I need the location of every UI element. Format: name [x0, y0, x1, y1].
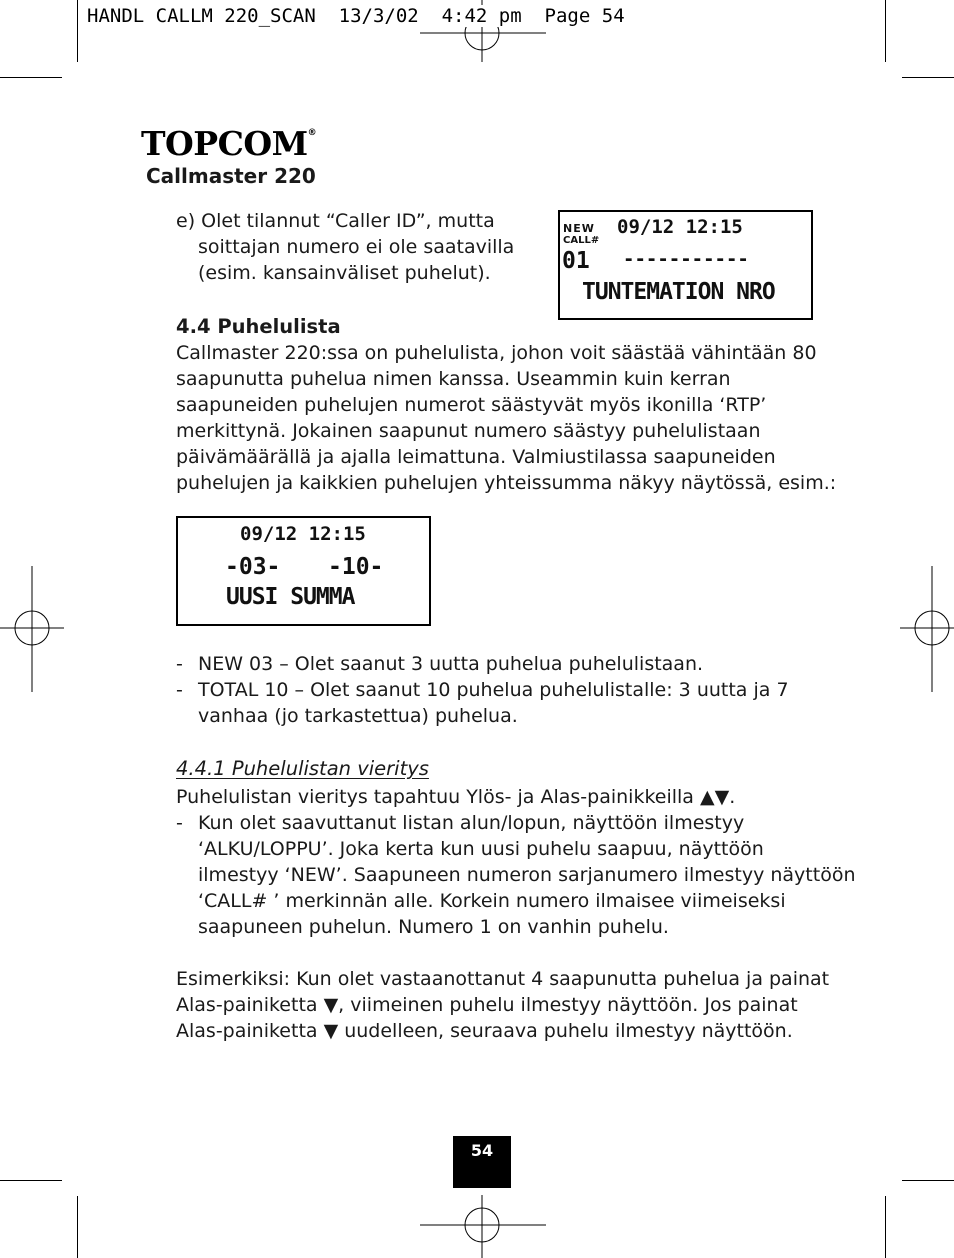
lcd-call-label: CALL#	[563, 235, 600, 246]
list-item: ‘ALKU/LOPPU’. Joka kerta kun uusi puhelu saapuu, näyttöön	[198, 838, 764, 860]
product-name: Callmaster 220	[146, 164, 316, 188]
list-dash: -	[176, 812, 183, 834]
lcd-total-count: -10-	[328, 554, 384, 580]
logo-text: TOPCOM	[141, 124, 308, 163]
paragraph-line: Callmaster 220:ssa on puhelulista, johon voit säästää vähintään 80	[176, 342, 817, 364]
list-dash: -	[176, 653, 183, 675]
list-item: NEW 03 – Olet saanut 3 uutta puhelua puhelulistaan.	[198, 653, 704, 675]
lcd-message: UUSI SUMMA	[226, 584, 355, 610]
lcd-datetime: 09/12 12:15	[617, 216, 743, 238]
section-heading-4-4: 4.4 Puhelulista	[176, 315, 341, 338]
lcd-dashes: -----------	[623, 248, 749, 270]
list-item: saapuneen puhelun. Numero 1 on vanhin puhelu.	[198, 916, 669, 938]
lcd-display-caller-unknown	[558, 210, 813, 320]
list-item: ilmestyy ‘NEW’. Saapuneen numeron sarjanumero ilmestyy näyttöön	[198, 864, 856, 886]
topcom-logo	[141, 124, 316, 163]
paragraph-line: saapunutta puhelua nimen kanssa. Useammin kuin kerran	[176, 368, 731, 390]
lcd-call-number: 01	[562, 248, 590, 274]
lcd-message: TUNTEMATION NRO	[582, 279, 775, 305]
paragraph-line: puhelujen ja kaikkien puhelujen yhteissumma näkyy näytössä, esim.:	[176, 472, 837, 494]
intro-line: (esim. kansainväliset puhelut).	[198, 262, 491, 284]
list-item: TOTAL 10 – Olet saanut 10 puhelua puhelulistalle: 3 uutta ja 7	[198, 679, 789, 701]
paragraph-line: päivämäärällä ja ajalla leimattuna. Valmiustilassa saapuneiden	[176, 446, 776, 468]
section-heading-4-4-1: 4.4.1 Puhelulistan vieritys	[176, 757, 429, 780]
legend-list	[0, 651, 954, 731]
intro-line: soittajan numero ei ole saatavilla	[198, 236, 515, 258]
registration-mark-bottom	[420, 1195, 546, 1258]
example-paragraph	[176, 966, 829, 1044]
scroll-intro: Puhelulistan vieritys tapahtuu Ylös- ja Alas-painikkeilla ▲▼.	[176, 786, 736, 808]
lcd-display-call-summary	[176, 516, 431, 626]
list-dash: -	[176, 679, 183, 701]
list-item: ‘CALL# ’ merkinnän alle. Korkein numero ilmaisee viimeiseksi	[198, 890, 786, 912]
paragraph-line: Alas-painiketta ▼, viimeinen puhelu ilmestyy näyttöön. Jos painat	[176, 994, 798, 1016]
lcd-datetime: 09/12 12:15	[240, 523, 366, 545]
page-number: 54	[453, 1136, 511, 1188]
list-item: Kun olet saavuttanut listan alun/lopun, näyttöön ilmestyy	[198, 812, 745, 834]
scroll-bullet	[0, 810, 954, 945]
intro-paragraph	[176, 208, 514, 286]
lcd-new-label: NEW	[563, 222, 595, 235]
print-slug: HANDL CALLM 220_SCAN 13/3/02 4:42 pm Page 54	[87, 5, 629, 27]
lcd-new-count: -03-	[225, 554, 281, 580]
paragraph-line: saapuneiden puhelujen numerot säästyvät myös ikonilla ‘RTP’	[176, 394, 767, 416]
list-item-continuation: vanhaa (jo tarkastettua) puhelua.	[198, 705, 518, 727]
intro-line: e) Olet tilannut “Caller ID”, mutta	[176, 210, 495, 232]
paragraph-line: merkittynä. Jokainen saapunut numero säästyy puhelulistaan	[176, 420, 761, 442]
paragraph-line: Alas-painiketta ▼ uudelleen, seuraava puhelu ilmestyy näyttöön.	[176, 1020, 793, 1042]
registered-mark: ®	[307, 128, 317, 138]
paragraph-line: Esimerkiksi: Kun olet vastaanottanut 4 saapunutta puhelua ja painat	[176, 968, 830, 990]
section-4-4-paragraph	[176, 340, 836, 496]
